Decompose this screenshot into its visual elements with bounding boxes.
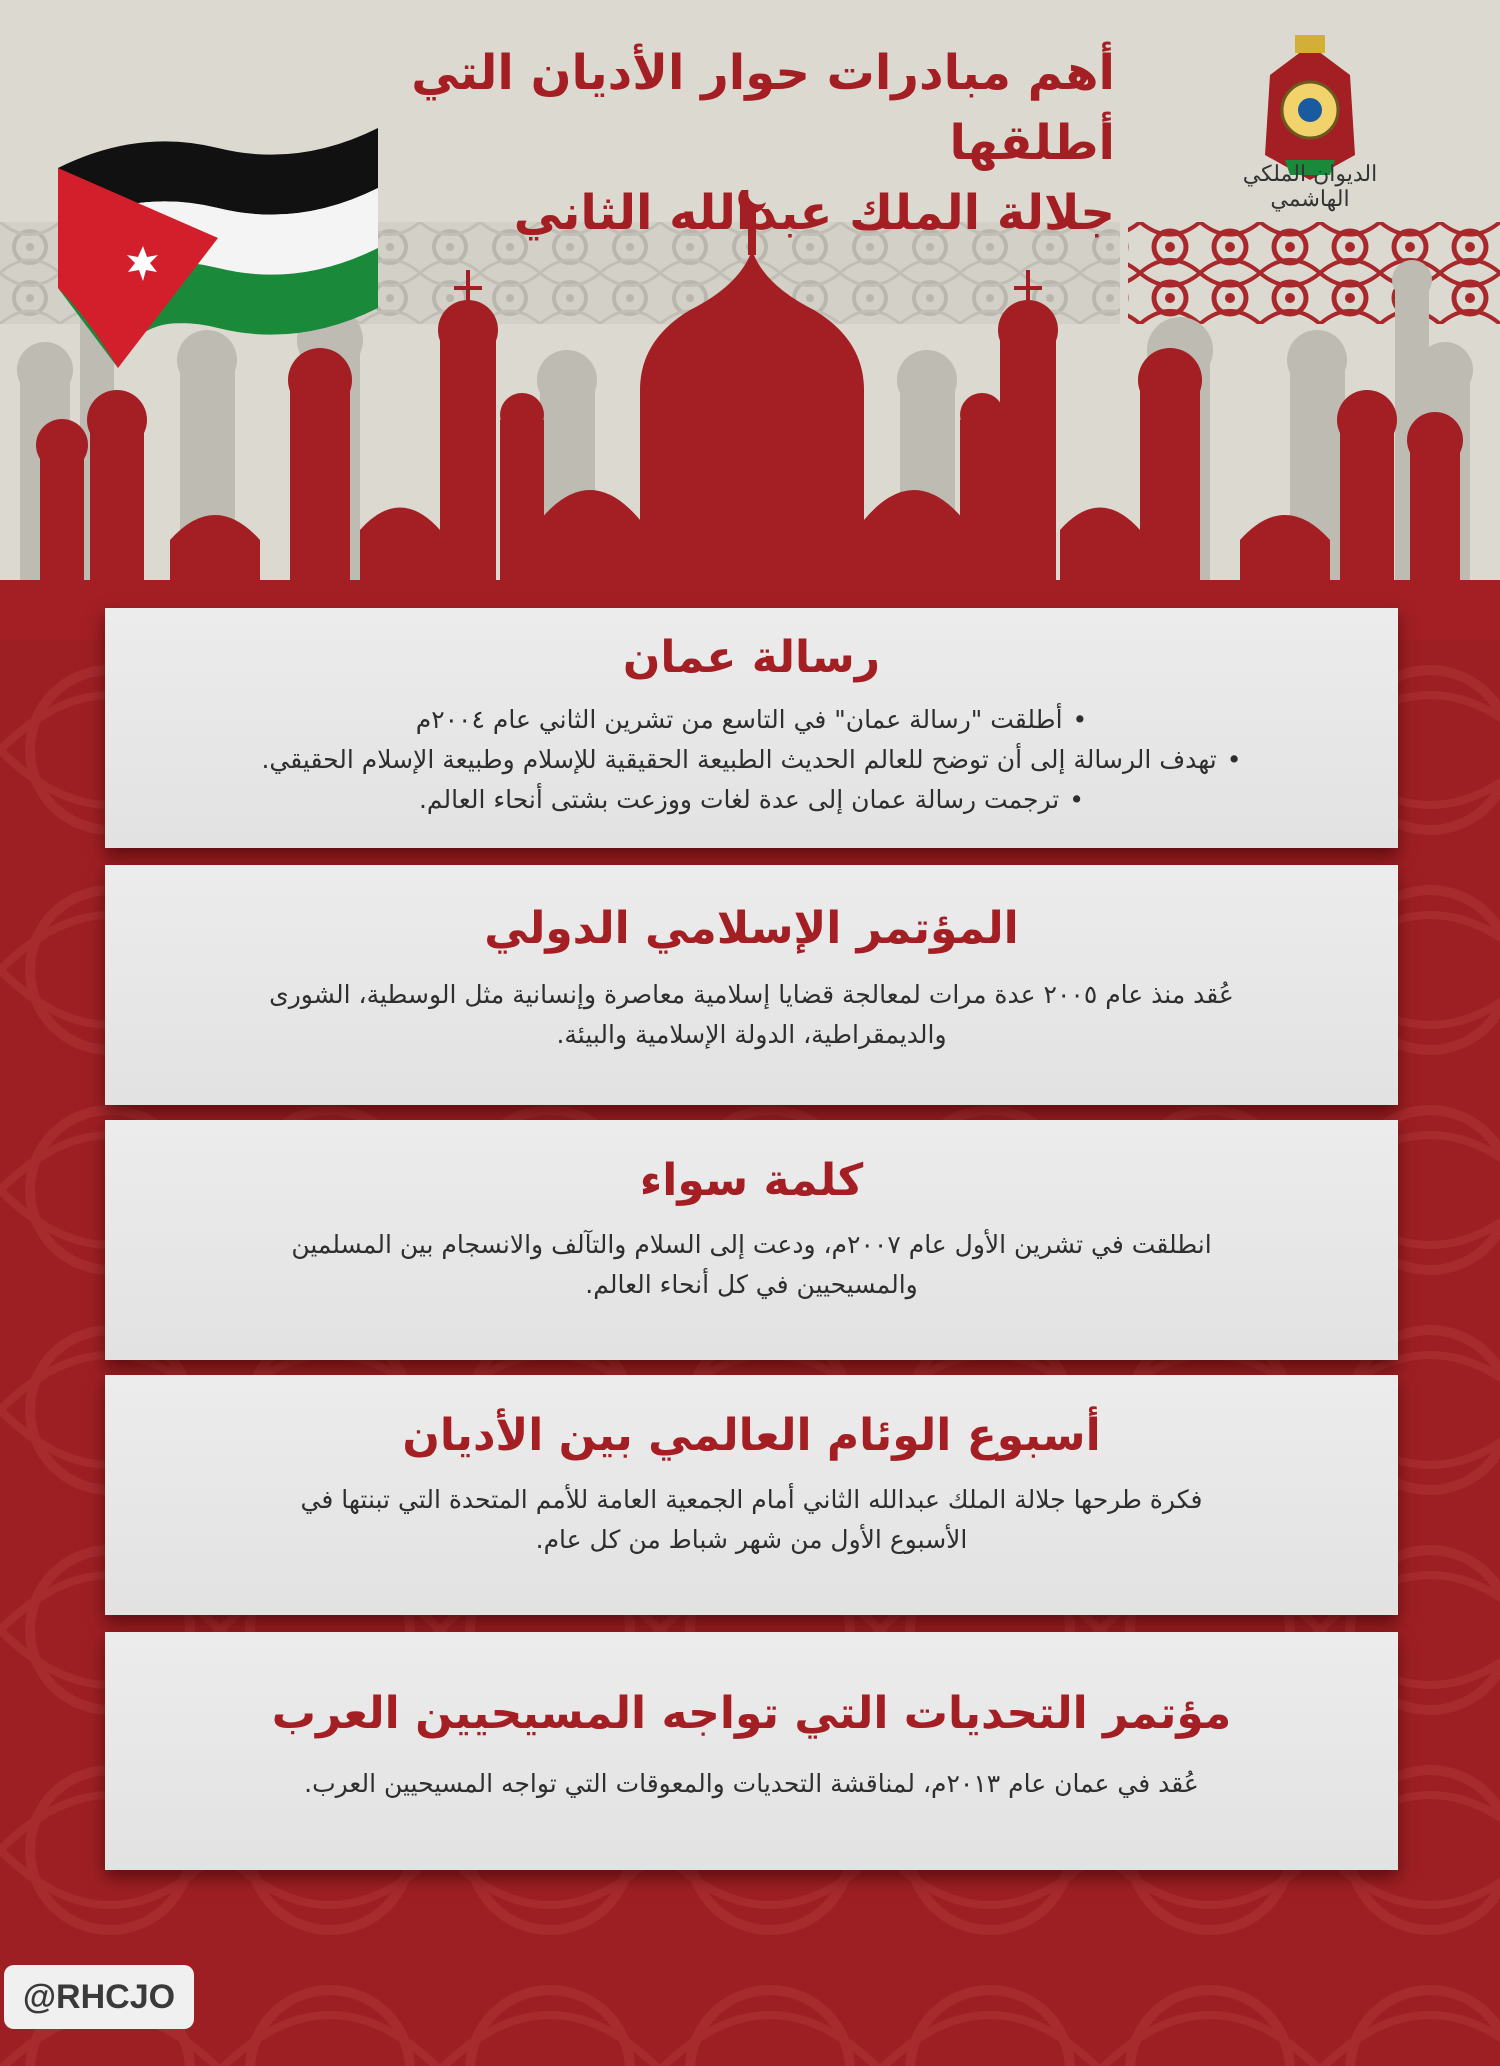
page-title [355,38,1115,248]
panel-text-line: عُقد في عمان عام ٢٠١٣م، لمناقشة التحديات والمعوقات التي تواجه المسيحيين العرب. [304,1769,1199,1798]
panel-description [105,1225,1398,1305]
panel-title: المؤتمر الإسلامي الدولي [484,903,1019,954]
page-title-line-2: جلالة الملك عبدالله الثاني [513,185,1115,241]
panel-text-line: عُقد منذ عام ٢٠٠٥ عدة مرات لمعالجة قضايا إسلامية معاصرة وإنسانية مثل الوسطية، الشورى [269,980,1234,1009]
panel-description [105,975,1398,1055]
page-title-line-1: أهم مبادرات حوار الأديان التي أطلقها [411,45,1115,171]
panel-text-line: والمسيحيين في كل أنحاء العالم. [585,1270,918,1299]
panel-title: أسبوع الوئام العالمي بين الأديان [402,1410,1101,1461]
panel-text-line: انطلقت في تشرين الأول عام ٢٠٠٧م، ودعت إلى السلام والتآلف والانسجام بين المسلمين [291,1230,1212,1259]
panel-interfaith-harmony-week [105,1375,1398,1615]
panel-islamic-conference [105,865,1398,1105]
list-item: • تهدف الرسالة إلى أن توضح للعالم الحديث الطبيعة الحقيقية للإسلام وطبيعة الإسلام الحقيقي. [105,740,1398,780]
panel-text-line: فكرة طرحها جلالة الملك عبدالله الثاني أمام الجمعية العامة للأمم المتحدة التي تبنتها في [300,1485,1203,1514]
panel-description [105,1480,1398,1560]
panel-arab-christians-conference [105,1632,1398,1870]
panel-title: مؤتمر التحديات التي تواجه المسيحيين العرب [271,1688,1232,1739]
panel-amman-message [105,608,1398,848]
jordan-flag [48,108,383,378]
list-item: • أطلقت "رسالة عمان" في التاسع من تشرين الثاني عام ٢٠٠٤م [105,700,1398,740]
list-item: • ترجمت رسالة عمان إلى عدة لغات ووزعت بشتى أنحاء العالم. [105,780,1398,820]
panel-title: رسالة عمان [622,632,881,683]
panel-bullet-list [105,700,1398,820]
panel-description [105,1764,1398,1804]
social-handle: @RHCJO [4,1965,194,2029]
panel-text-line: والديمقراطية، الدولة الإسلامية والبيئة. [556,1020,947,1049]
panel-common-word [105,1120,1398,1360]
panel-text-line: الأسبوع الأول من شهر شباط من كل عام. [535,1525,968,1554]
emblem-caption: الديوان الملكي الهاشمي [1242,162,1378,212]
panel-title: كلمة سواء [639,1155,864,1206]
